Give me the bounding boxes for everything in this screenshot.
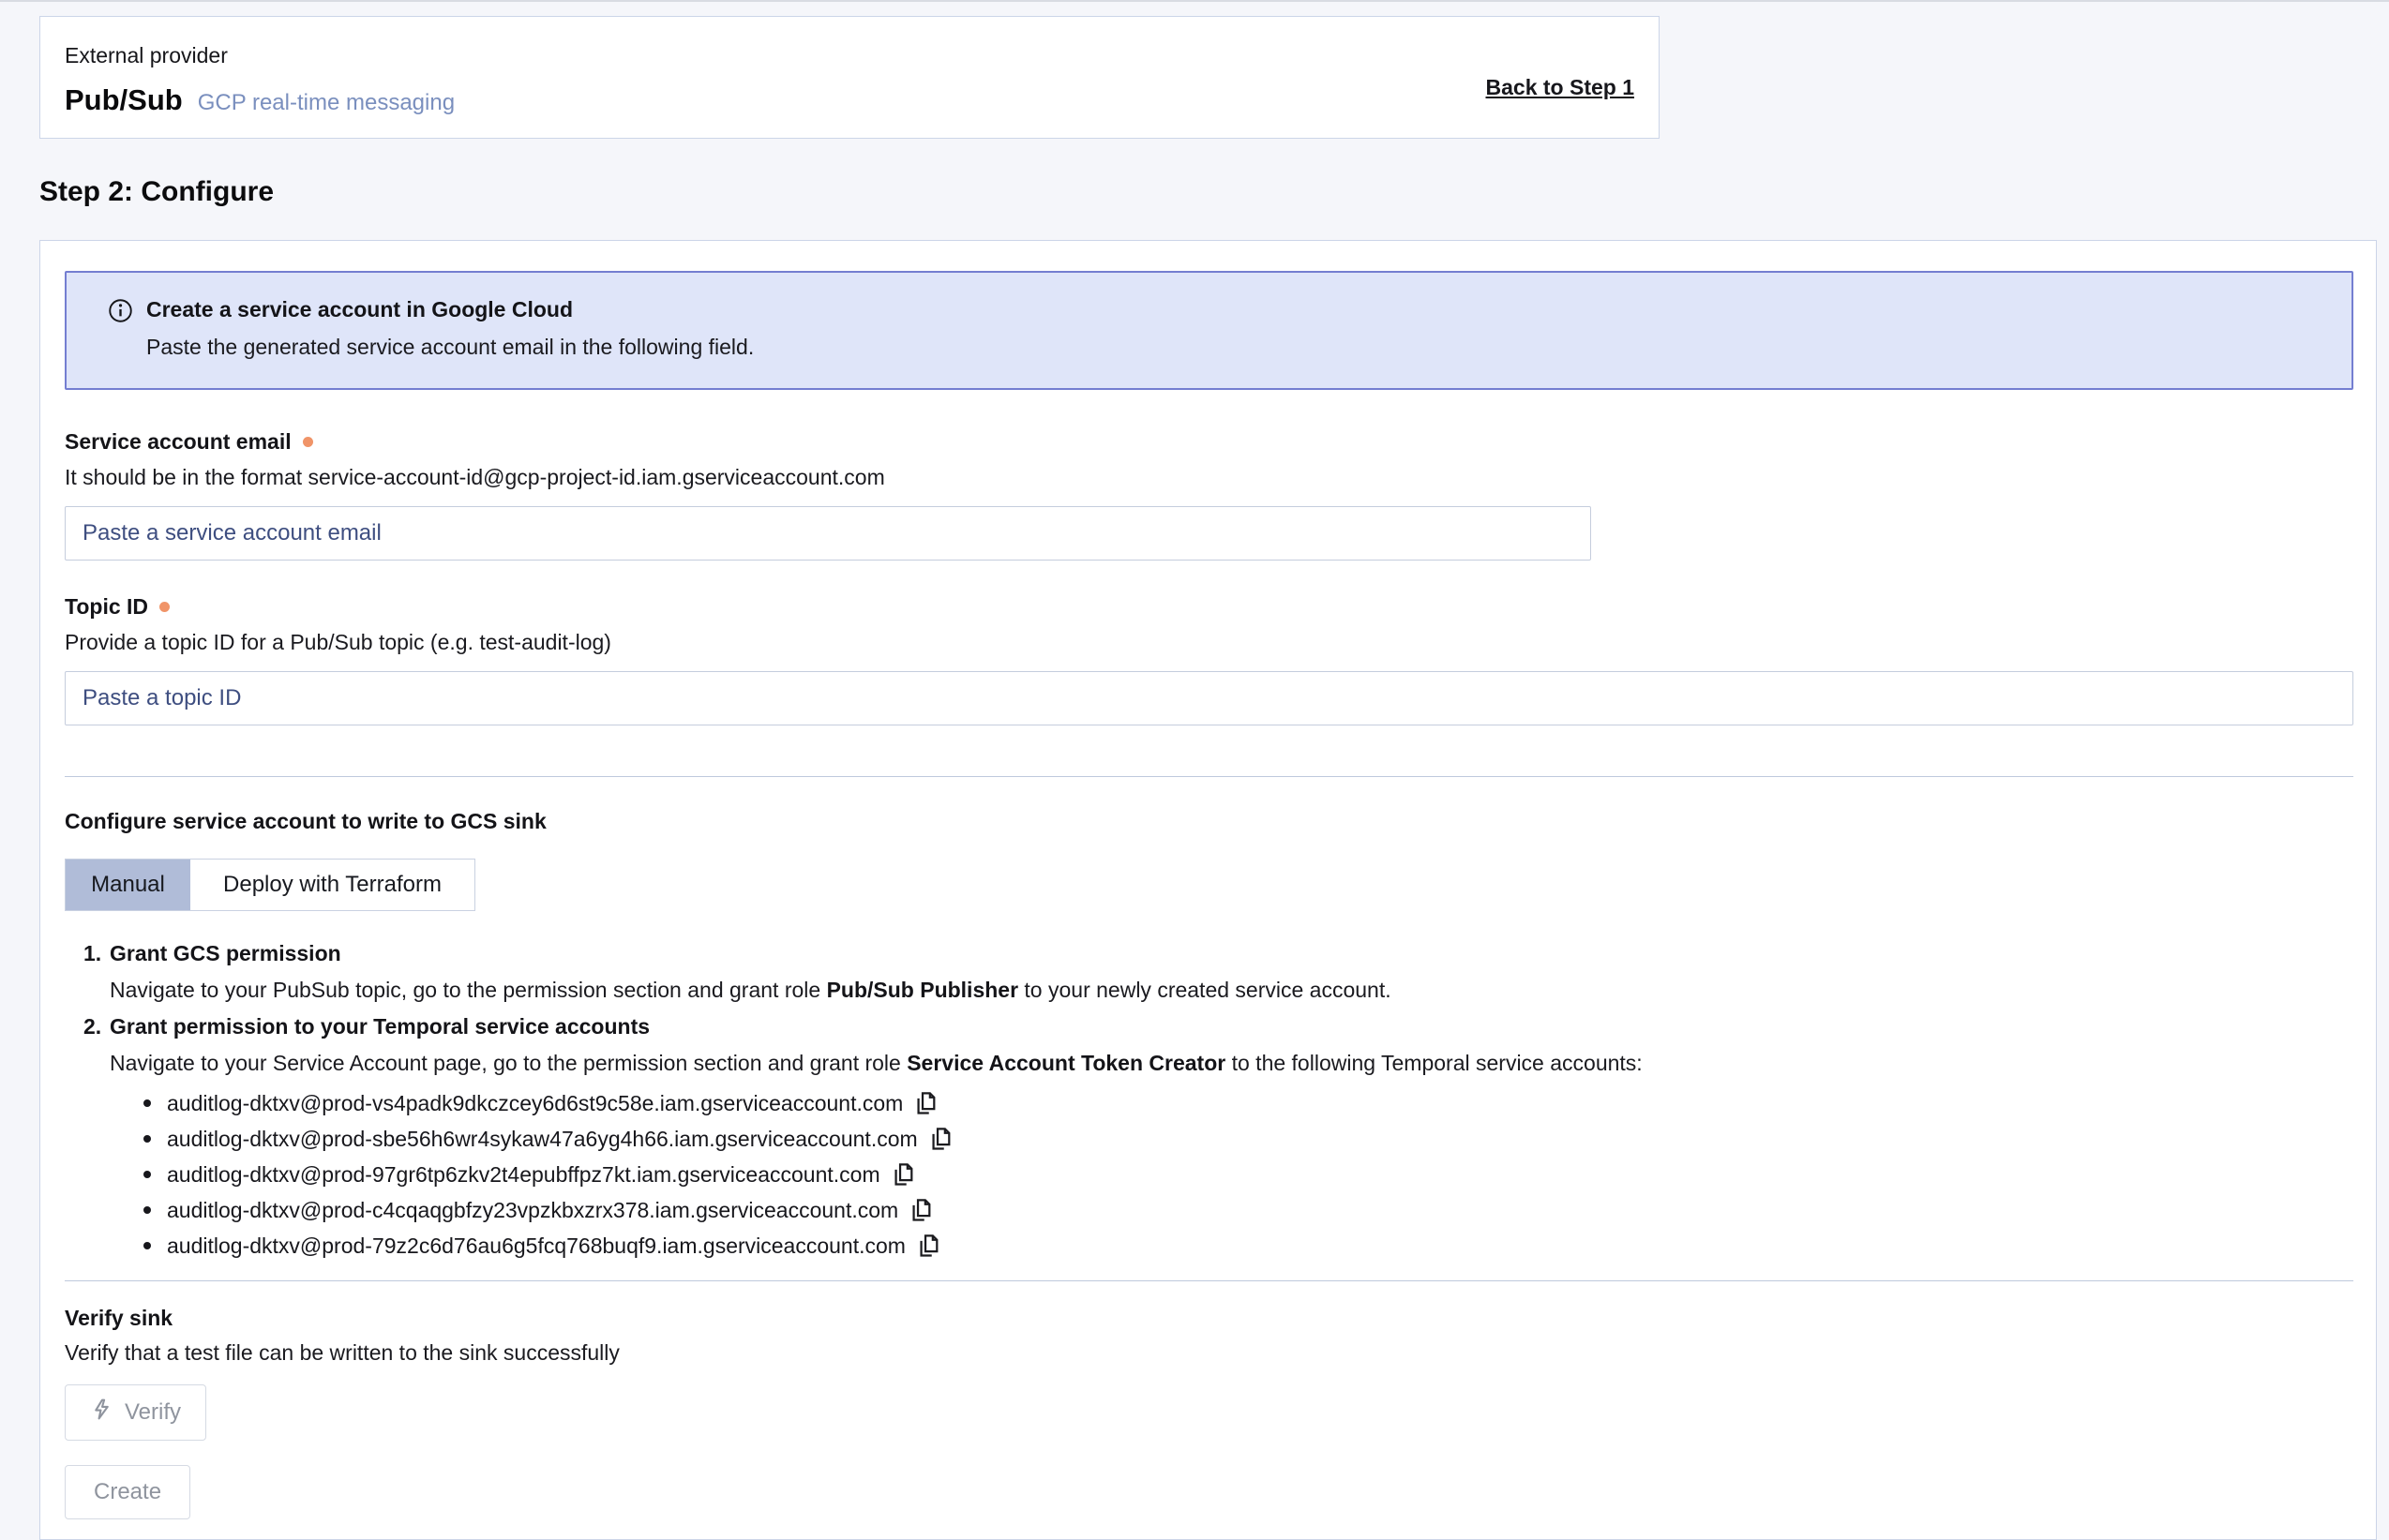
verify-sink-subtitle: Verify that a test file can be written to the sink successfully — [65, 1340, 620, 1365]
info-icon — [108, 297, 133, 328]
list-item — [143, 1228, 2351, 1263]
service-account-email: auditlog-dktxv@prod-vs4padk9dkczcey6d6st9c58e.iam.gserviceaccount.com — [167, 1090, 904, 1115]
topic-id-field-group — [65, 594, 2351, 725]
step-number: 2. — [83, 1014, 102, 1039]
copy-icon[interactable] — [892, 1161, 917, 1189]
service-account-email-field-group — [65, 429, 2351, 561]
step-body: Navigate to your PubSub topic, go to the permission section and grant role Pub/Sub Publisher to your newly created service account. — [110, 978, 1391, 1002]
bullet-icon — [143, 1206, 151, 1214]
required-dot — [159, 602, 170, 612]
info-banner-text — [146, 297, 754, 360]
service-account-email-label: Service account email — [65, 429, 292, 454]
provider-title: Pub/Sub — [65, 83, 183, 116]
topic-id-label: Topic ID — [65, 594, 149, 619]
bullet-icon — [143, 1171, 151, 1178]
service-account-email: auditlog-dktxv@prod-97gr6tp6zkv2t4epubffpz7kt.iam.gserviceaccount.com — [167, 1161, 880, 1187]
copy-icon[interactable] — [914, 1090, 939, 1117]
bullet-icon — [143, 1135, 151, 1143]
provider-title-row — [65, 83, 1634, 117]
provider-subtitle: GCP real-time messaging — [197, 90, 456, 115]
back-to-step-1-link[interactable]: Back to Step 1 — [1485, 75, 1634, 99]
instruction-steps — [65, 941, 2351, 1076]
verify-sink-title: Verify sink — [65, 1306, 173, 1330]
verify-button[interactable] — [65, 1384, 206, 1441]
section-divider — [65, 1280, 2353, 1281]
step-number: 1. — [83, 941, 102, 965]
topic-id-helper: Provide a topic ID for a Pub/Sub topic (e.g. test-audit-log) — [65, 630, 611, 654]
service-account-email: auditlog-dktxv@prod-c4cqaqgbfzy23vpzkbxzrx378.iam.gserviceaccount.com — [167, 1197, 899, 1222]
list-item — [143, 1157, 2351, 1192]
tab-deploy-with-terraform[interactable]: Deploy with Terraform — [190, 860, 474, 910]
info-banner-title: Create a service account in Google Cloud — [146, 297, 574, 321]
bullet-icon — [143, 1242, 151, 1249]
provider-eyebrow: External provider — [65, 43, 228, 67]
configure-card — [39, 240, 2377, 1540]
info-banner — [65, 271, 2353, 390]
tab-manual[interactable]: Manual — [66, 860, 190, 910]
configure-section-title: Configure service account to write to GCS sink — [65, 809, 547, 833]
service-account-email: auditlog-dktxv@prod-79z2c6d76au6g5fcq768buqf9.iam.gserviceaccount.com — [167, 1233, 906, 1258]
list-item — [143, 1121, 2351, 1157]
step-title: Grant permission to your Temporal service accounts — [110, 1014, 651, 1039]
list-item — [143, 1192, 2351, 1228]
create-button[interactable] — [65, 1465, 190, 1519]
copy-icon[interactable] — [929, 1126, 954, 1153]
copy-icon[interactable] — [917, 1233, 942, 1260]
service-account-email: auditlog-dktxv@prod-sbe56h6wr4sykaw47a6yg4h66.iam.gserviceaccount.com — [167, 1126, 918, 1151]
section-divider — [65, 776, 2353, 777]
copy-icon[interactable] — [909, 1197, 935, 1224]
service-account-email-label-row — [65, 429, 2351, 455]
list-item — [143, 1085, 2351, 1121]
provider-card — [39, 16, 1660, 139]
config-method-tabs — [65, 859, 475, 911]
topic-id-label-row — [65, 594, 2351, 620]
topic-id-input[interactable] — [65, 671, 2353, 725]
step-title: Grant GCS permission — [110, 941, 341, 965]
create-button-label: Create — [94, 1479, 162, 1504]
service-account-list — [65, 1085, 2351, 1263]
step-body: Navigate to your Service Account page, go to the permission section and grant role Service Account Token Creator to the following Temporal service accounts: — [110, 1051, 1643, 1075]
page-title: Step 2: Configure — [39, 176, 275, 207]
required-dot — [303, 437, 313, 447]
step-grant-temporal-permission — [65, 1014, 2351, 1076]
verify-button-label: Verify — [125, 1399, 182, 1425]
zap-icon — [90, 1398, 113, 1428]
bullet-icon — [143, 1099, 151, 1107]
service-account-email-helper: It should be in the format service-account-id@gcp-project-id.iam.gserviceaccount.com — [65, 465, 885, 489]
step-grant-gcs-permission — [65, 941, 2351, 1003]
service-account-email-input[interactable] — [65, 506, 1591, 561]
info-banner-body: Paste the generated service account email in the following field. — [146, 335, 755, 359]
